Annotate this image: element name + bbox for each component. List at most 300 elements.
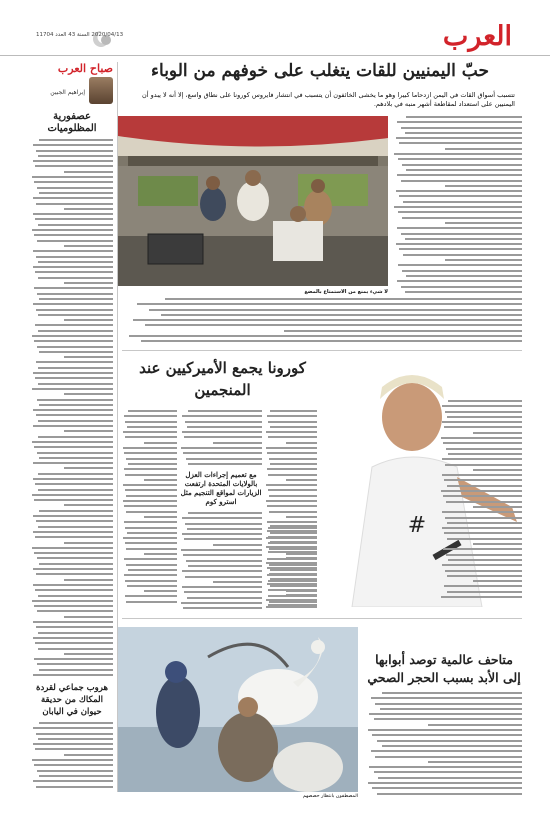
text-line [442, 527, 522, 529]
text-line [442, 511, 522, 513]
text-line [403, 254, 522, 256]
text-line [34, 287, 113, 289]
text-line [445, 185, 522, 187]
text-line [33, 303, 113, 305]
text-line [406, 169, 522, 171]
text-line [37, 346, 113, 348]
text-line [33, 515, 113, 517]
text-line [33, 372, 113, 374]
text-line [397, 227, 522, 229]
text-line [33, 213, 113, 215]
text-line [126, 511, 177, 513]
text-line [144, 442, 177, 444]
text-line [398, 264, 522, 266]
text-line [446, 448, 522, 450]
text-line [182, 415, 262, 417]
text-line [187, 597, 262, 599]
text-line [37, 770, 113, 772]
text-line [35, 218, 113, 220]
text-line [473, 580, 522, 582]
text-line [445, 222, 522, 224]
text-line [33, 727, 113, 729]
text-line [144, 553, 177, 555]
text-line [37, 610, 113, 612]
text-line [33, 478, 113, 480]
museums-body [366, 692, 522, 798]
qat-market-photo [118, 116, 388, 286]
text-line [32, 547, 113, 549]
text-line [64, 754, 113, 756]
text-line [36, 150, 113, 152]
text-line [144, 479, 177, 481]
top-story-body-right [393, 116, 522, 296]
text-line [444, 479, 522, 481]
text-line [399, 142, 522, 144]
text-line [266, 599, 317, 601]
text-line [270, 578, 317, 580]
text-line [182, 533, 262, 535]
text-line [267, 521, 317, 523]
text-line [38, 738, 113, 740]
text-line [145, 324, 522, 326]
text-line [445, 148, 522, 150]
text-line [64, 245, 113, 247]
text-line [399, 195, 522, 197]
text-line [397, 280, 522, 282]
text-line [124, 521, 177, 523]
text-line [37, 293, 113, 295]
column-headline: عصفورية المظلوميات [47, 111, 97, 134]
text-line [183, 452, 262, 454]
text-line [38, 155, 113, 157]
text-line [394, 206, 522, 208]
text-line [405, 291, 522, 293]
text-line [377, 793, 522, 795]
text-line [445, 411, 522, 413]
text-line [187, 426, 262, 428]
text-line [33, 531, 113, 533]
text-line [371, 697, 522, 699]
text-line [32, 335, 113, 337]
text-line [38, 383, 113, 385]
text-line [35, 377, 113, 379]
text-line [185, 523, 262, 525]
column-section-title: صباح العرب [57, 62, 113, 75]
text-line [286, 516, 317, 518]
text-line [126, 458, 177, 460]
text-line [39, 563, 113, 565]
text-line [33, 584, 113, 586]
text-line [39, 775, 113, 777]
corona-story-body-4 [180, 512, 262, 613]
text-line [127, 426, 177, 428]
text-line [405, 238, 522, 240]
text-line [268, 551, 317, 553]
text-line [33, 674, 113, 676]
text-line [36, 626, 113, 628]
text-line [448, 559, 522, 561]
text-line [382, 745, 522, 747]
text-line [37, 663, 113, 665]
text-line [188, 565, 262, 567]
text-line [38, 420, 113, 422]
text-line [32, 176, 113, 178]
museums-headline: متاحف عالمية توصد أبوابها إلى الأبد بسبب الحجر الصحي [367, 652, 521, 685]
text-line [33, 144, 113, 146]
text-line [184, 436, 262, 438]
text-line [401, 233, 522, 235]
text-line [123, 484, 177, 486]
text-line [125, 595, 177, 597]
text-line [398, 211, 522, 213]
text-line [34, 499, 113, 501]
text-line [64, 171, 113, 173]
text-line [38, 261, 113, 263]
text-line [268, 604, 317, 606]
text-line [374, 771, 522, 773]
text-line [447, 485, 522, 487]
text-line [269, 573, 317, 575]
corona-story-body-2 [180, 410, 262, 468]
author-photo [89, 77, 113, 104]
masthead [0, 0, 550, 56]
text-line [394, 153, 522, 155]
text-line [443, 442, 522, 444]
text-line [213, 544, 262, 546]
text-line [266, 500, 317, 502]
text-line [382, 692, 522, 694]
text-line [36, 361, 113, 363]
text-line [188, 463, 262, 465]
text-line [165, 298, 522, 300]
text-line [396, 137, 522, 139]
text-line [213, 581, 262, 583]
text-line [33, 160, 113, 162]
text-line [268, 436, 317, 438]
opinion-column [31, 62, 113, 678]
text-line [184, 538, 262, 540]
text-line [186, 560, 262, 562]
text-line [375, 756, 522, 758]
text-line [368, 729, 522, 731]
text-line [397, 174, 522, 176]
text-line [267, 567, 317, 569]
top-story-caption: لا شيء يمنع من الاستمتاع بالمضغ [304, 289, 388, 295]
text-line [128, 410, 178, 412]
text-line [144, 590, 177, 592]
corona-story-body-3 [122, 410, 177, 606]
text-line [396, 243, 522, 245]
text-line [33, 743, 113, 745]
text-line [369, 766, 522, 768]
text-line [126, 495, 177, 497]
text-line [34, 552, 113, 554]
text-line [267, 468, 317, 470]
text-line [447, 522, 522, 524]
text-line [442, 421, 522, 423]
text-line [34, 446, 113, 448]
text-line [32, 494, 113, 496]
text-line [64, 282, 113, 284]
text-line [445, 570, 522, 572]
text-line [35, 271, 113, 273]
text-line [268, 421, 317, 423]
text-line [36, 520, 113, 522]
text-line [35, 165, 113, 167]
text-line [33, 409, 113, 411]
text-line [406, 116, 522, 118]
corona-box-headline: مع تعميم إجراءات العزل بالولايات المتحدة ارتفعت الزيارات لمواقع التنجيم مثل استرو كوم [180, 470, 262, 506]
text-line [267, 530, 317, 532]
text-line [402, 217, 522, 219]
text-line [144, 516, 177, 518]
text-line [368, 782, 522, 784]
text-line [188, 512, 262, 514]
text-line [39, 722, 113, 724]
newspaper-logo: العرب [442, 21, 512, 52]
section-divider-1 [122, 350, 522, 351]
text-line [444, 585, 522, 587]
text-line [473, 506, 522, 508]
text-line [378, 777, 522, 779]
text-line [406, 275, 522, 277]
text-line [33, 568, 113, 570]
text-line [34, 658, 113, 660]
text-line [33, 637, 113, 639]
text-line [38, 330, 113, 332]
text-line [39, 351, 113, 353]
text-line [399, 248, 522, 250]
text-line [403, 201, 522, 203]
text-line [36, 733, 113, 735]
text-line [286, 479, 317, 481]
author-name: إبراهيم الجبين [50, 89, 85, 96]
text-line [442, 474, 522, 476]
text-line [33, 197, 113, 199]
text-line [266, 562, 317, 564]
text-line [128, 463, 178, 465]
text-line [127, 585, 177, 587]
text-line [64, 653, 113, 655]
text-line [124, 452, 177, 454]
text-line [380, 708, 522, 710]
text-line [284, 330, 522, 332]
text-line [64, 504, 113, 506]
text-line [34, 764, 113, 766]
text-line [188, 410, 262, 412]
text-line [182, 517, 262, 519]
text-line [442, 405, 522, 407]
text-line [428, 761, 522, 763]
text-line [444, 426, 522, 428]
text-line [473, 432, 522, 434]
text-line [401, 127, 522, 129]
text-line [64, 579, 113, 581]
text-line [123, 431, 177, 433]
bird-keeper-illustration [118, 627, 358, 792]
text-line [32, 388, 113, 390]
text-line [402, 270, 522, 272]
text-line [266, 447, 317, 449]
text-line [126, 564, 177, 566]
text-line [270, 541, 317, 543]
text-line [34, 605, 113, 607]
text-line [38, 473, 113, 475]
text-line [129, 335, 522, 337]
text-line [36, 309, 113, 311]
saad-lamjarred-body [440, 400, 522, 601]
text-line [125, 527, 177, 529]
text-line [123, 500, 177, 502]
text-line [374, 718, 522, 720]
text-line [38, 595, 113, 597]
text-line [124, 415, 177, 417]
text-line [401, 286, 522, 288]
monkey-escape-body [31, 722, 113, 791]
text-line [267, 452, 317, 454]
text-line [405, 132, 522, 134]
monkey-escape-headline: هروب جماعي لقردة المكاك من حديقة حيوان في اليابان [36, 683, 108, 717]
text-line [35, 642, 113, 644]
text-line [125, 542, 177, 544]
text-line [372, 734, 522, 736]
text-line [64, 319, 113, 321]
text-line [369, 713, 522, 715]
text-line [268, 474, 317, 476]
text-line [445, 464, 522, 466]
text-line [442, 458, 522, 460]
text-line [161, 314, 522, 316]
text-line [64, 430, 113, 432]
text-line [268, 589, 317, 591]
text-line [269, 458, 317, 460]
text-line [398, 158, 522, 160]
text-line [441, 437, 522, 439]
text-line [39, 298, 113, 300]
text-line [34, 340, 113, 342]
text-line [183, 607, 262, 609]
text-line [442, 564, 522, 566]
text-line [269, 511, 317, 513]
text-line [268, 536, 317, 538]
text-line [149, 309, 522, 311]
text-line [372, 787, 522, 789]
text-line [32, 600, 113, 602]
text-line [38, 648, 113, 650]
text-line [64, 467, 113, 469]
text-line [267, 415, 317, 417]
text-line [447, 575, 522, 577]
text-line [266, 546, 317, 548]
text-line [268, 489, 317, 491]
text-line [39, 139, 113, 141]
text-line [125, 489, 177, 491]
text-line [270, 525, 317, 527]
text-line [124, 574, 177, 576]
text-line [183, 554, 262, 556]
text-line [33, 462, 113, 464]
bird-zoo-caption: المصطفون بانتظار حصصهم [302, 794, 358, 799]
top-story-body-bottom [125, 298, 522, 346]
text-line [182, 431, 262, 433]
text-line [64, 616, 113, 618]
text-line [447, 416, 522, 418]
text-line [36, 786, 113, 788]
section-divider-2 [122, 618, 522, 619]
text-line [123, 447, 177, 449]
text-line [32, 759, 113, 761]
text-line [126, 548, 177, 550]
text-line [125, 580, 177, 582]
text-line [270, 463, 317, 465]
text-line [38, 489, 113, 491]
text-line [33, 780, 113, 782]
text-line [36, 203, 113, 205]
text-line [266, 484, 317, 486]
text-line [186, 458, 262, 460]
text-line [64, 208, 113, 210]
text-line [181, 549, 262, 551]
bird-zoo-photo [118, 627, 358, 792]
text-line [401, 180, 522, 182]
text-line [125, 436, 177, 438]
text-line [38, 224, 113, 226]
text-line [428, 724, 522, 726]
top-story-deck: تتسبب أسواق القات في اليمن ازدحاما كبيرا وهو ما يخشى الخائفون أن يتسبب في انتشار فايروس كورونا على نطاق واسع، إلا أنه لا يبدو أن اليمنيين على استعداد لمقاطعة أشهر منبه في بلادهم. [142, 91, 515, 108]
text-line [443, 495, 522, 497]
text-line [36, 573, 113, 575]
text-line [123, 537, 177, 539]
text-line [446, 554, 522, 556]
text-line [126, 601, 177, 603]
text-line [34, 234, 113, 236]
text-line [37, 452, 113, 454]
text-line [125, 421, 177, 423]
text-line [270, 426, 317, 428]
text-line [286, 442, 317, 444]
text-line [36, 256, 113, 258]
text-line [443, 548, 522, 550]
text-line [182, 586, 262, 588]
text-line [125, 474, 177, 476]
text-line [185, 576, 262, 578]
text-line [38, 436, 113, 438]
text-line [39, 669, 113, 671]
text-line [38, 314, 113, 316]
text-line [371, 750, 522, 752]
text-line [34, 181, 113, 183]
text-line [37, 187, 113, 189]
text-line [35, 589, 113, 591]
text-line [32, 441, 113, 443]
text-line [286, 594, 317, 596]
text-line [35, 324, 113, 326]
text-line [141, 340, 522, 342]
text-line [37, 557, 113, 559]
text-line [36, 414, 113, 416]
text-line [444, 532, 522, 534]
top-story-headline: حبّ اليمنيين للقات يتغلب على خوفهم من الوباء [151, 61, 489, 81]
text-line [445, 259, 522, 261]
text-line [270, 410, 317, 412]
text-line [128, 569, 178, 571]
corona-story-body-5 [265, 525, 317, 610]
text-line [446, 501, 522, 503]
text-line [39, 457, 113, 459]
corona-story-headline: كورونا يجمع الأميركيين عند المنجمين [139, 359, 306, 399]
text-line [35, 483, 113, 485]
text-line [32, 229, 113, 231]
